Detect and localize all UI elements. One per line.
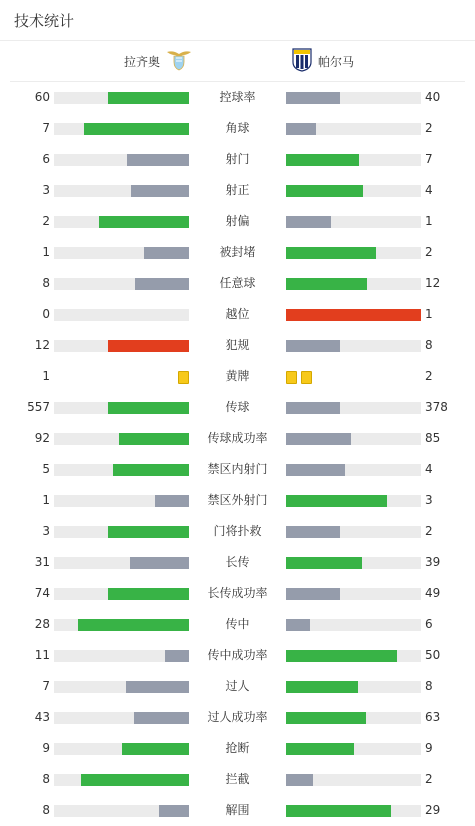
away-bar-track xyxy=(286,309,421,321)
home-bar-fill xyxy=(119,433,189,445)
home-bar-fill xyxy=(78,619,189,631)
lazio-eagle-icon xyxy=(166,49,192,74)
home-bar-fill xyxy=(144,247,189,259)
away-bar-track xyxy=(286,495,421,507)
away-bar-track xyxy=(286,247,421,259)
away-bar-track xyxy=(286,185,421,197)
stat-label: 射门 xyxy=(225,152,250,166)
home-value: 3 xyxy=(42,524,50,538)
stat-row xyxy=(0,237,475,268)
home-value: 2 xyxy=(42,214,50,228)
stat-row xyxy=(0,392,475,423)
away-bar-track xyxy=(286,650,421,662)
home-bar-track xyxy=(54,309,189,321)
away-bar-fill xyxy=(286,433,351,445)
stat-row xyxy=(0,82,475,113)
away-value: 9 xyxy=(425,741,433,755)
away-bar-track xyxy=(286,557,421,569)
home-bar-track xyxy=(54,495,189,507)
home-value: 5 xyxy=(42,462,50,476)
stat-row xyxy=(0,547,475,578)
stats-list xyxy=(0,82,475,826)
parma-crest-icon xyxy=(292,48,312,75)
home-value: 31 xyxy=(34,555,50,569)
home-value: 1 xyxy=(42,493,50,507)
home-team[interactable] xyxy=(124,41,192,81)
home-bar-fill xyxy=(81,774,189,786)
home-bar-fill xyxy=(113,464,189,476)
away-bar-fill xyxy=(286,340,340,352)
home-bar-track xyxy=(54,216,189,228)
stat-label: 传中 xyxy=(225,617,250,631)
stat-label: 禁区外射门 xyxy=(207,493,268,507)
stat-row xyxy=(0,516,475,547)
home-team-name: 拉齐奥 xyxy=(123,54,160,69)
away-team[interactable] xyxy=(292,41,354,81)
stat-label: 越位 xyxy=(225,307,250,321)
away-team-name: 帕尔马 xyxy=(318,54,355,69)
home-bar-fill xyxy=(84,123,189,135)
away-bar-track xyxy=(286,216,421,228)
stat-label: 射偏 xyxy=(225,214,250,228)
away-bar-fill xyxy=(286,650,397,662)
stat-label: 传中成功率 xyxy=(207,648,268,662)
home-bar-fill xyxy=(127,154,189,166)
team-header xyxy=(10,41,465,82)
away-bar-track xyxy=(286,712,421,724)
home-bar-fill xyxy=(135,278,189,290)
stat-row xyxy=(0,640,475,671)
stat-row xyxy=(0,764,475,795)
home-value: 74 xyxy=(34,586,50,600)
away-value: 4 xyxy=(425,183,433,197)
stat-row xyxy=(0,454,475,485)
away-bar-track xyxy=(286,526,421,538)
stat-label: 过人 xyxy=(225,679,250,693)
away-bar-track xyxy=(286,681,421,693)
away-bar-fill xyxy=(286,247,376,259)
away-bar-fill xyxy=(286,712,366,724)
away-value: 29 xyxy=(425,803,441,817)
stat-row xyxy=(0,423,475,454)
stat-row xyxy=(0,361,475,392)
away-bar-track xyxy=(286,619,421,631)
home-value: 92 xyxy=(34,431,50,445)
away-bar-fill xyxy=(286,495,387,507)
home-value: 557 xyxy=(27,400,50,414)
away-value: 1 xyxy=(425,214,433,228)
stat-row xyxy=(0,609,475,640)
stat-row xyxy=(0,330,475,361)
home-bar-fill xyxy=(155,495,189,507)
home-bar-track xyxy=(54,619,189,631)
home-bar-fill xyxy=(126,681,189,693)
home-value: 12 xyxy=(34,338,50,352)
home-bar-fill xyxy=(99,216,189,228)
yellow-card-icon xyxy=(286,371,297,384)
away-bar-fill xyxy=(286,185,363,197)
away-value: 8 xyxy=(425,679,433,693)
away-value: 7 xyxy=(425,152,433,166)
away-value: 4 xyxy=(425,462,433,476)
away-value: 2 xyxy=(425,369,433,383)
away-bar-track xyxy=(286,774,421,786)
away-bar-track xyxy=(286,340,421,352)
stat-label: 过人成功率 xyxy=(207,710,268,724)
away-bar-fill xyxy=(286,588,340,600)
home-bar-track xyxy=(54,774,189,786)
yellow-card-icon xyxy=(178,371,189,384)
home-bar-track xyxy=(54,557,189,569)
home-value: 11 xyxy=(34,648,50,662)
home-value: 8 xyxy=(42,803,50,817)
stat-label: 抢断 xyxy=(225,741,250,755)
stat-label: 禁区内射门 xyxy=(207,462,268,476)
home-bar-track xyxy=(54,650,189,662)
away-bar-fill xyxy=(286,154,359,166)
home-value: 9 xyxy=(42,741,50,755)
home-bar-track xyxy=(54,154,189,166)
stat-label: 门将扑救 xyxy=(213,524,262,538)
home-value: 3 xyxy=(42,183,50,197)
stat-label: 黄牌 xyxy=(225,369,250,383)
home-value: 7 xyxy=(42,679,50,693)
away-value: 3 xyxy=(425,493,433,507)
stat-label: 犯规 xyxy=(225,338,250,352)
home-bar-track xyxy=(54,402,189,414)
away-value: 50 xyxy=(425,648,441,662)
stat-row xyxy=(0,671,475,702)
stat-label: 传球成功率 xyxy=(207,431,268,445)
stat-row xyxy=(0,702,475,733)
stat-row xyxy=(0,795,475,826)
stat-label: 被封堵 xyxy=(219,245,256,259)
away-value: 2 xyxy=(425,121,433,135)
home-value: 7 xyxy=(42,121,50,135)
away-bar-fill xyxy=(286,123,316,135)
away-bar-fill xyxy=(286,681,358,693)
home-bar-fill xyxy=(159,805,189,817)
away-value: 49 xyxy=(425,586,441,600)
stat-row xyxy=(0,578,475,609)
home-bar-fill xyxy=(108,588,189,600)
away-value: 6 xyxy=(425,617,433,631)
home-bar-track xyxy=(54,247,189,259)
stat-row xyxy=(0,485,475,516)
away-bar-fill xyxy=(286,557,362,569)
stat-row xyxy=(0,268,475,299)
home-bar-track xyxy=(54,743,189,755)
away-bar-fill xyxy=(286,278,367,290)
home-bar-track xyxy=(54,805,189,817)
home-bar-fill xyxy=(134,712,189,724)
home-bar-fill xyxy=(130,557,189,569)
home-bar-fill xyxy=(165,650,189,662)
home-value: 28 xyxy=(34,617,50,631)
away-bar-track xyxy=(286,123,421,135)
away-bar-fill xyxy=(286,805,391,817)
home-value: 1 xyxy=(42,369,50,383)
away-bar-track xyxy=(286,464,421,476)
away-bar-track xyxy=(286,805,421,817)
home-bar-track xyxy=(54,526,189,538)
home-bar-fill xyxy=(122,743,190,755)
stat-label: 解围 xyxy=(225,803,250,817)
home-cards xyxy=(178,371,189,384)
home-value: 8 xyxy=(42,772,50,786)
away-bar-track xyxy=(286,402,421,414)
stat-label: 控球率 xyxy=(219,90,256,104)
home-bar-track xyxy=(54,185,189,197)
away-bar-fill xyxy=(286,774,313,786)
home-value: 0 xyxy=(42,307,50,321)
home-bar-fill xyxy=(131,185,189,197)
home-bar-fill xyxy=(108,526,189,538)
stat-label: 拦截 xyxy=(225,772,250,786)
home-bar-fill xyxy=(108,340,189,352)
away-bar-fill xyxy=(286,743,354,755)
away-bar-fill xyxy=(286,526,340,538)
away-value: 8 xyxy=(425,338,433,352)
away-value: 378 xyxy=(425,400,448,414)
home-bar-track xyxy=(54,278,189,290)
home-value: 6 xyxy=(42,152,50,166)
home-bar-track xyxy=(54,123,189,135)
stat-label: 传球 xyxy=(225,400,250,414)
stat-label: 射正 xyxy=(225,183,250,197)
stat-label: 任意球 xyxy=(219,276,256,290)
section-title: 技术统计 xyxy=(14,11,75,30)
away-bar-track xyxy=(286,278,421,290)
away-bar-track xyxy=(286,154,421,166)
away-value: 1 xyxy=(425,307,433,321)
away-value: 40 xyxy=(425,90,441,104)
home-value: 60 xyxy=(34,90,50,104)
away-bar-fill xyxy=(286,216,331,228)
home-bar-track xyxy=(54,588,189,600)
stat-row xyxy=(0,175,475,206)
stat-row xyxy=(0,144,475,175)
away-cards xyxy=(286,371,312,384)
away-bar-track xyxy=(286,92,421,104)
home-value: 8 xyxy=(42,276,50,290)
home-value: 1 xyxy=(42,245,50,259)
away-value: 85 xyxy=(425,431,441,445)
away-bar-fill xyxy=(286,309,421,321)
away-value: 63 xyxy=(425,710,441,724)
stat-row xyxy=(0,206,475,237)
home-bar-track xyxy=(54,340,189,352)
stat-label: 角球 xyxy=(225,121,250,135)
away-bar-track xyxy=(286,433,421,445)
home-value: 43 xyxy=(34,710,50,724)
stat-label: 长传 xyxy=(225,555,250,569)
home-bar-track xyxy=(54,464,189,476)
away-bar-track xyxy=(286,743,421,755)
away-value: 2 xyxy=(425,245,433,259)
home-bar-track xyxy=(54,681,189,693)
section-header xyxy=(0,0,475,41)
away-value: 2 xyxy=(425,524,433,538)
stat-row xyxy=(0,113,475,144)
home-bar-track xyxy=(54,433,189,445)
away-bar-fill xyxy=(286,619,310,631)
stat-row xyxy=(0,299,475,330)
home-bar-track xyxy=(54,92,189,104)
home-bar-track xyxy=(54,712,189,724)
home-bar-fill xyxy=(108,402,189,414)
away-bar-fill xyxy=(286,402,340,414)
away-value: 2 xyxy=(425,772,433,786)
away-value: 12 xyxy=(425,276,441,290)
away-bar-track xyxy=(286,588,421,600)
home-bar-fill xyxy=(108,92,189,104)
stat-row xyxy=(0,733,475,764)
away-bar-fill xyxy=(286,92,340,104)
stat-label: 长传成功率 xyxy=(207,586,268,600)
away-bar-fill xyxy=(286,464,345,476)
yellow-card-icon xyxy=(301,371,312,384)
away-value: 39 xyxy=(425,555,441,569)
